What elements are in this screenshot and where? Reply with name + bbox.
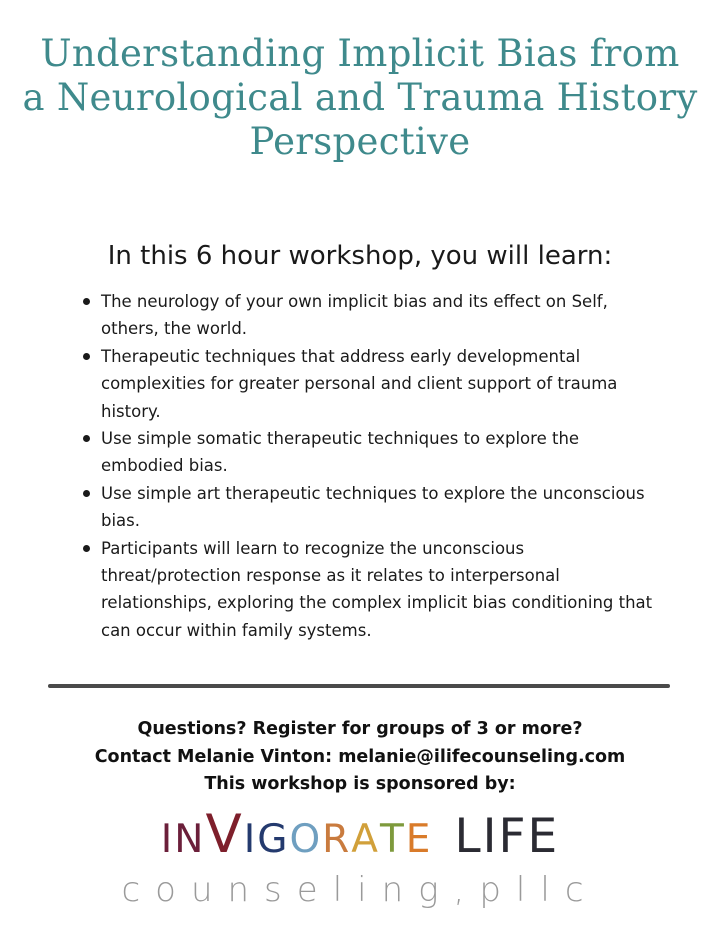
list-item: Use simple art therapeutic techniques to explore the unconscious bias. bbox=[80, 480, 660, 535]
title-line: Perspective bbox=[249, 120, 471, 163]
logo-letter: R bbox=[322, 817, 352, 862]
logo-letter: O bbox=[289, 817, 323, 862]
questions-line: Questions? Register for groups of 3 or more? bbox=[137, 719, 583, 739]
list-item: The neurology of your own implicit bias and its effect on Self, others, the world. bbox=[80, 288, 660, 343]
logo-letter: A bbox=[351, 817, 380, 862]
contact-line[interactable]: Contact Melanie Vinton: melanie@ilifecounseling.com bbox=[94, 746, 626, 767]
logo-letter: IG bbox=[243, 817, 290, 862]
logo-letter: V bbox=[205, 804, 244, 865]
workshop-title bbox=[0, 32, 720, 164]
contact-block bbox=[0, 716, 720, 799]
section-divider bbox=[48, 684, 670, 688]
title-line: a Neurological and Trauma History bbox=[22, 76, 698, 119]
logo-letter: E bbox=[405, 817, 433, 862]
sponsor-logo bbox=[0, 805, 720, 870]
title-line: Understanding Implicit Bias from bbox=[40, 32, 680, 75]
learning-objectives-list bbox=[80, 288, 660, 644]
intro-heading: In this 6 hour workshop, you will learn: bbox=[107, 241, 613, 271]
logo-tagline: counseling,pllc bbox=[121, 870, 599, 910]
list-item: Participants will learn to recognize the unconscious threat/protection response as it relates to interpersonal relationships, exploring the complex implicit bias conditioning that can occur within family systems. bbox=[80, 535, 660, 645]
list-item: Therapeutic techniques that address early developmental complexities for greater personal and client support of trauma history. bbox=[80, 343, 660, 425]
list-item: Use simple somatic therapeutic techniques to explore the embodied bias. bbox=[80, 425, 660, 480]
logo-word-life: LIFE bbox=[454, 809, 560, 864]
logo-letter: T bbox=[379, 817, 406, 862]
logo-letter: IN bbox=[160, 817, 206, 862]
sponsor-line: This workshop is sponsored by: bbox=[204, 774, 516, 794]
